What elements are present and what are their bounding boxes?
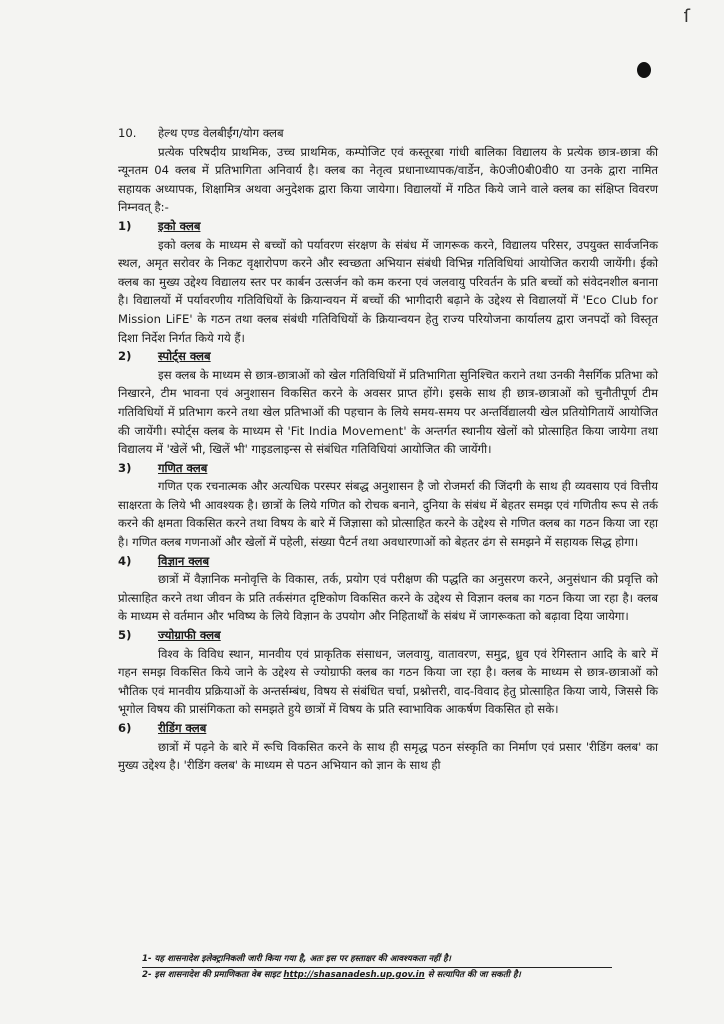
section-heading-math [118, 459, 658, 478]
intro-heading-row [118, 124, 658, 143]
footer-note-text: यह शासनादेश इलेक्ट्रानिकली जारी किया गया है, अतः इस पर हस्ताक्षर की आवश्यकता नहीं है। [154, 954, 451, 964]
intro-heading: हेल्थ एण्ड वेलबीईंग/योग क्लब [158, 126, 284, 140]
verification-url-link[interactable]: http://shasanadesh.up.gov.in [283, 970, 425, 980]
section-paragraph-eco: इको क्लब के माध्यम से बच्चों को पर्यावरण संरक्षण के संबंध में जागरूक करने, विद्यालय परिसर, उपयुक्त सार्वजनिक स्थल, अमृत सरोवर के निकट वृक्षारोपण करने और स्वच्छता अभियान संबंधी विभिन्न गतिविधियां आयोजित करायी जायेंगी। ईको क्लब का मुख्य उद्देश्य विद्यालय स्तर पर कार्बन उत्सर्जन को कम करना एवं जलवायु परिवर्तन के प्रति बच्चों को संवेदनशील बनाना है। विद्यालयों में पर्यावरणीय गतिविधियों के क्रियान्वयन में बच्चों की भागीदारी बढ़ाने के उद्देश्य से विद्यालयों में 'Eco Club for Mission LiFE' के गठन तथा क्लब संबंधी गतिविधियों के क्रियान्वयन हेतु राज्य परियोजना कार्यालय द्वारा जनपदों को विस्तृत दिशा निर्देश निर्गत किये गये हैं। [118, 237, 658, 345]
footer-note-text: इस शासनादेश की प्रमाणिकता वेब साइट [154, 970, 281, 980]
section-heading-sports [118, 347, 658, 366]
section-paragraph-science: छात्रों में वैज्ञानिक मनोवृत्ति के विकास, तर्क, प्रयोग एवं परीक्षण की पद्धति का अनुसरण करने, अनुसंधान की प्रवृत्ति को प्रोत्साहित करने तथा जीवन के प्रति तर्कसंगत दृष्टिकोण विकसित करने के उद्देश्य से विज्ञान क्लब का गठन किया जा रहा है। क्लब के माध्यम से वर्तमान और भविष्य के लिये विज्ञान के उपयोग और निहितार्थों के संबंध में जागरूकता को बढ़ावा दिया जायेगा। [118, 572, 658, 624]
section-title: विज्ञान क्लब [158, 553, 210, 568]
footer-note-number: 2- [142, 970, 152, 980]
footer-note-number: 1- [142, 954, 152, 964]
section-title: गणित क्लब [158, 460, 208, 475]
section-paragraph-reading: छात्रों में पढ़ने के बारे में रूचि विकसित करने के साथ ही समृद्ध पठन संस्कृति का निर्माण एवं प्रसार 'रीडिंग क्लब' का मुख्य उद्देश्य है। 'रीडिंग क्लब' के माध्यम से पठन अभियान को ज्ञान के साथ ही [118, 739, 658, 773]
footer-note-text-end: से सत्यापित की जा सकती है। [427, 970, 521, 980]
punch-hole-mark [637, 62, 651, 78]
section-paragraph-geography: विश्व के विविध स्थान, मानवीय एवं प्राकृतिक संसाधन, जलवायु, वातावरण, समुद्र, ध्रुव एवं रेगिस्तान आदि के बारे में गहन समझ विकसित किये जाने के उद्देश्य से ज्योग्राफी क्लब का गठन किया जा रहा है। क्लब के माध्यम से छात्र-छात्राओं को भौतिक एवं मानवीय प्रक्रियाओं के अन्तर्सम्बंध, विषय से संबंधित चर्चा, प्रश्नोत्तरी, वाद-विवाद हेतु प्रोत्साहित किया जाये, जिससे कि भूगोल विषय की प्रासंगिकता को समझते हुये छात्रों में विषय के प्रति स्वाभाविक आकर्षण विकसित हो सके। [118, 646, 658, 717]
edge-mark: ſ [683, 6, 690, 27]
footer-note-2 [142, 968, 612, 982]
intro-number: 10. [118, 126, 137, 140]
section-title: स्पोर्ट्स क्लब [158, 349, 211, 364]
section-number: 4) [118, 553, 132, 568]
section-paragraph-sports: इस क्लब के माध्यम से छात्र-छात्राओं को खेल गतिविधियों में प्रतिभागिता सुनिश्चित कराने तथा उनकी नैसर्गिक प्रतिभा को निखारने, टीम भावना एवं अनुशासन विकसित करने के अवसर प्राप्त होंगे। इसके साथ ही छात्र-छात्राओं को चुनौतीपूर्ण टीम गतिविधियों में प्रतिभाग करने तथा खेल प्रतिभाओं की पहचान के लिये समय-समय पर अन्तर्विद्यालयी खेल प्रतियोगितायें आयोजित की जायेंगी। स्पोर्ट्स क्लब के माध्यम से 'Fit India Movement' के अन्तर्गत स्थानीय खेलों को प्रोत्साहित किया जायेगा तथा विद्यालय में 'खेलें भी, खिलें भी' गाइडलाइन्स से संबंधित गतिविधियां आयोजित की जायेंगी। [118, 367, 658, 457]
section-number: 1) [118, 218, 132, 233]
document-body [118, 124, 658, 775]
section-title: रीडिंग क्लब [158, 721, 207, 735]
section-title: इको क्लब [158, 218, 201, 233]
section-heading-eco [118, 217, 658, 236]
section-number: 3) [118, 460, 132, 475]
section-number: 5) [118, 628, 132, 643]
section-title: ज्योग्राफी क्लब [158, 628, 221, 643]
intro-paragraph: प्रत्येक परिषदीय प्राथमिक, उच्च प्राथमिक, कम्पोजिट एवं कस्तूरबा गांधी बालिका विद्यालय के प्रत्येक छात्र-छात्रा की न्यूनतम 04 क्लब में प्रतिभागिता अनिवार्य है। क्लब का नेतृत्व प्रधानाध्यापक/वार्डेन, के0जी0बी0वी0 या उनके द्वारा नामित सहायक अध्यापक, शिक्षामित्र अथवा अनुदेशक द्वारा किया जायेगा। विद्यालयों में गठित किये जाने वाले क्लब का संक्षिप्त विवरण निम्नवत् है:- [118, 144, 659, 215]
section-number: 2) [118, 349, 132, 364]
section-heading-reading [118, 719, 658, 738]
section-heading-geography [118, 626, 658, 645]
footer-notes [142, 952, 612, 982]
section-paragraph-math: गणित एक रचनात्मक और अत्यधिक परस्पर संबद्ध अनुशासन है जो रोजमर्रा की जिंदगी के साथ ही व्यवसाय एवं वित्तीय साक्षरता के लिये भी आवश्यक है। छात्रों के लिये गणित को रोचक बनाने, दुनिया के संबंध में बेहतर समझ एवं गणितीय रूप से तर्क करने की क्षमता विकसित करने तथा विषय के बारे में जिज्ञासा को प्रोत्साहित करने के उद्देश्य से गणित क्लब का गठन किया जा रहा है। गणित क्लब गणनाओं और खेलों में पहेली, संख्या पैटर्न तथा अवधारणाओं को बेहतर ढंग से समझने में सहायक सिद्ध होगा। [118, 479, 658, 550]
footer-note-1 [142, 952, 612, 968]
section-heading-science [118, 552, 658, 571]
section-number: 6) [118, 721, 132, 735]
